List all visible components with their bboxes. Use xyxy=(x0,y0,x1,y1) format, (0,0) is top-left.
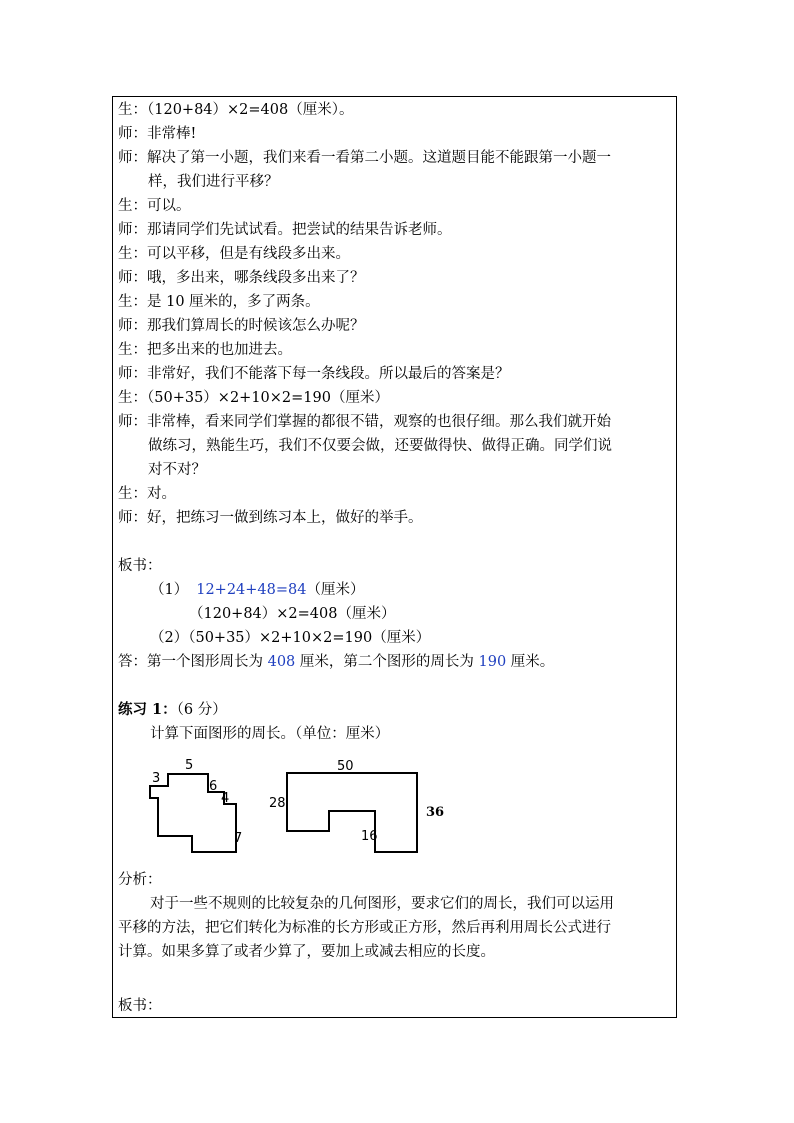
dialogue-line: 师：那我们算周长的时候该怎么办呢？ xyxy=(118,318,365,334)
dialogue-line: 做练习，熟能生巧，我们不仅要会做，还要做得快、做得正确。同学们说 xyxy=(148,438,612,454)
dialogue-line: 师：非常好，我们不能落下每一条线段。所以最后的答案是？ xyxy=(118,366,510,382)
exercise-score: （6 分） xyxy=(176,702,227,718)
board-line-1-number: （1） xyxy=(150,582,189,598)
dialogue-line: 生：可以平移，但是有线段多出来。 xyxy=(118,246,350,262)
dialogue-line: 师：解决了第一小题，我们来看一看第二小题。这道题目能不能跟第一小题一 xyxy=(118,150,611,166)
board-line-1-unit: （厘米） xyxy=(306,582,365,598)
board-line-1 xyxy=(150,580,365,600)
answer-text: 厘米。 xyxy=(506,654,555,670)
figure-1-shape xyxy=(150,774,236,852)
dialogue-line: 师：好，把练习一做到练习本上，做好的举手。 xyxy=(118,510,423,526)
figure-2-label: 16 xyxy=(361,829,378,844)
figure-1-label: 6 xyxy=(209,779,218,794)
exercise-prompt: 计算下面图形的周长。（单位：厘米） xyxy=(150,726,390,742)
dialogue-line: 师：非常棒，看来同学们掌握的都很不错，观察的也很仔细。那么我们就开始 xyxy=(118,414,611,430)
board-title: 板书： xyxy=(118,558,162,574)
dialogue-line: 师：非常棒! xyxy=(118,126,197,142)
perimeter-figures xyxy=(140,752,470,867)
figure-1-label: 3 xyxy=(152,771,161,786)
dialogue-line: 师：哦，多出来，哪条线段多出来了？ xyxy=(118,270,365,286)
answer-text: 厘米，第二个图形的周长为 xyxy=(295,654,479,670)
board-line-2: （120+84）×2=408（厘米） xyxy=(189,606,396,622)
figure-2-label: 50 xyxy=(337,759,354,774)
answer-text: 答：第一个图形周长为 xyxy=(118,654,268,670)
dialogue-line: 师：那请同学们先试试看。把尝试的结果告诉老师。 xyxy=(118,222,452,238)
analysis-line: 平移的方法，把它们转化为标准的长方形或正方形，然后再利用周长公式进行 xyxy=(118,920,611,936)
dialogue-line: 对不对？ xyxy=(148,462,206,478)
dialogue-line: 生：是 10 厘米的，多了两条。 xyxy=(118,294,320,310)
figure-2-label: 36 xyxy=(426,805,445,820)
board-line-1-expression: 12+24+48=84 xyxy=(196,582,307,598)
analysis-line: 对于一些不规则的比较复杂的几何图形，要求它们的周长，我们可以运用 xyxy=(150,896,614,912)
analysis-line: 计算。如果多算了或者少算了，要加上或减去相应的长度。 xyxy=(118,944,495,960)
dialogue-line: 生：把多出来的也加进去。 xyxy=(118,342,292,358)
answer-value-1: 408 xyxy=(267,654,296,670)
figure-1-label: 7 xyxy=(234,831,243,846)
exercise-title: 练习 1： xyxy=(118,701,177,718)
exercise-heading xyxy=(118,700,227,720)
figure-2-label: 28 xyxy=(269,796,286,811)
dialogue-line: 生：可以。 xyxy=(118,198,191,214)
figure-1-label: 5 xyxy=(185,758,194,773)
analysis-title: 分析： xyxy=(118,872,162,888)
dialogue-line: 样，我们进行平移？ xyxy=(148,174,279,190)
dialogue-line: 生：（120+84）×2=408（厘米）。 xyxy=(118,102,354,118)
board-title-2: 板书： xyxy=(118,998,162,1014)
figure-1-label: 4 xyxy=(221,791,230,806)
dialogue-line: 生：对。 xyxy=(118,486,176,502)
answer-value-2: 190 xyxy=(478,654,507,670)
board-answer xyxy=(118,652,554,672)
dialogue-line: 生：（50+35）×2+10×2=190（厘米） xyxy=(118,390,389,406)
figure-2-shape xyxy=(287,773,417,852)
board-line-3: （2）（50+35）×2+10×2=190（厘米） xyxy=(150,630,431,646)
